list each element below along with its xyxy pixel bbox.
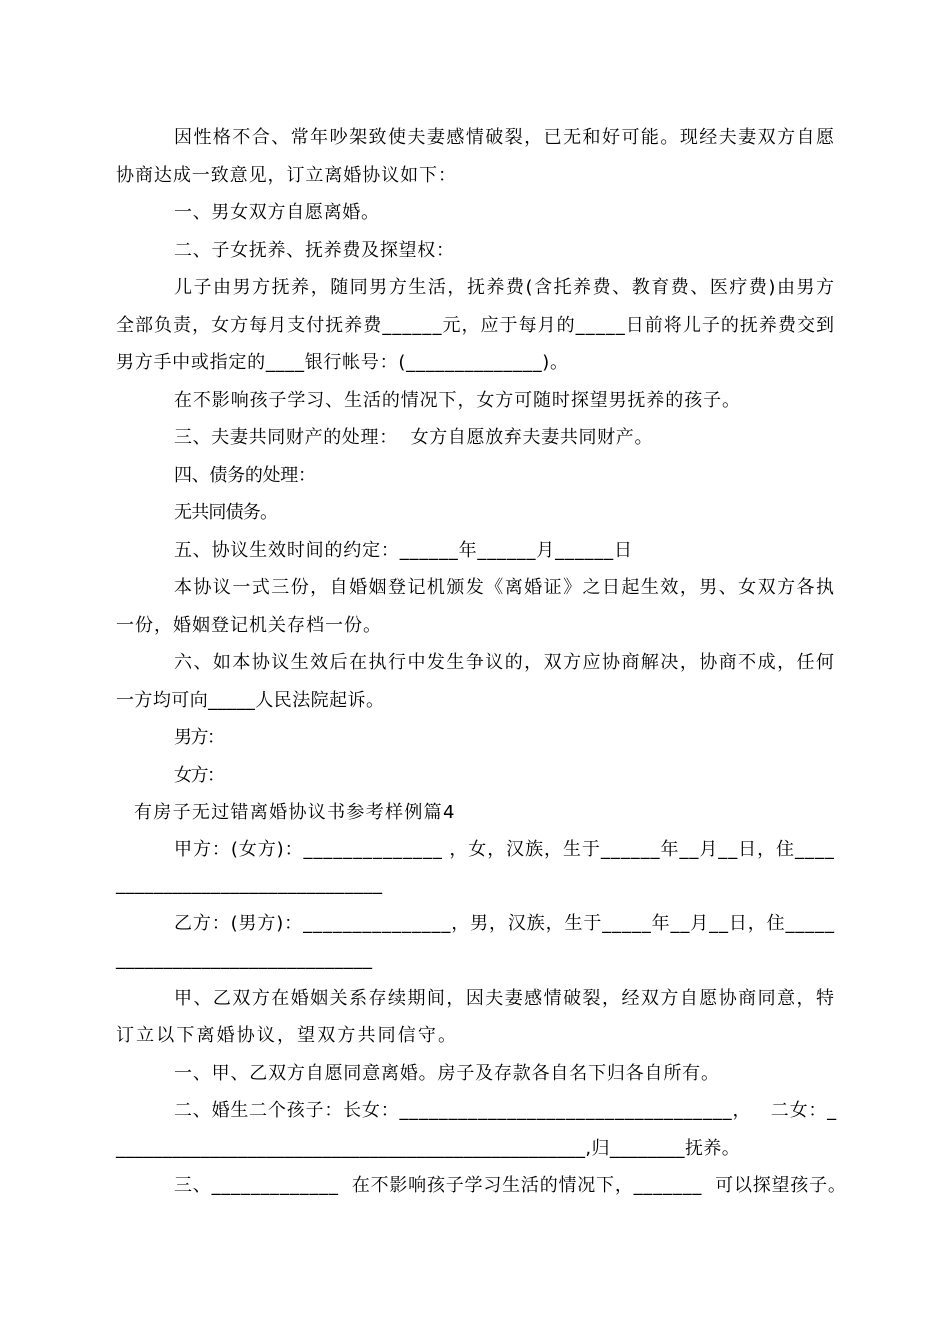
clause-a3: 三、_____________ 在不影响孩子学习生活的情况下，_______ 可以探望孩子。: [174, 1175, 847, 1196]
signature-female: 女方：: [174, 765, 224, 786]
paragraph-line: 在不影响孩子学习、生活的情况下，女方可随时探望男抚养的孩子。: [174, 390, 741, 411]
clause-4-heading: 四、债务的处理：: [174, 465, 316, 486]
clause-2-heading: 二、子女抚养、抚养费及探望权：: [174, 240, 455, 261]
paragraph-line: 无共同债务。: [174, 502, 278, 523]
paragraph-line: 男方手中或指定的____银行帐号：(______________)。: [116, 352, 569, 373]
paragraph-line: 协商达成一致意见，订立离婚协议如下：: [116, 165, 457, 186]
paragraph-line: 一份，婚姻登记机关存档一份。: [116, 615, 382, 636]
party-b-line: 乙方：(男方)：_______________，男，汉族，生于_____年__月__日，住_____: [174, 913, 835, 934]
blank-line: ____________________________: [116, 874, 383, 895]
clause-1: 一、男女双方自愿离婚。: [174, 202, 380, 223]
clause-a1: 一、甲、乙双方自愿同意离婚。房子及存款各自名下归各自所有。: [174, 1063, 720, 1084]
signature-male: 男方：: [174, 727, 224, 748]
party-a-line: 甲方：(女方)：______________ ，女，汉族，生于______年__月__日，住____: [174, 839, 835, 860]
paragraph-line: 一方均可向_____人民法院起诉。: [116, 690, 385, 711]
paragraph-line: __________________________________________________,归________抚养。: [116, 1138, 741, 1159]
paragraph-line: 甲、乙双方在婚姻关系存续期间，因夫妻感情破裂，经双方自愿协商同意，特: [174, 988, 836, 1009]
clause-5: 五、协议生效时间的约定：______年______月______日: [174, 540, 633, 561]
clause-6: 六、如本协议生效后在执行中发生争议的，双方应协商解决，协商不成，任何: [174, 652, 836, 673]
blank-line: ___________________________: [116, 949, 373, 970]
section-heading: 有房子无过错离婚协议书参考样例篇4: [134, 802, 456, 823]
paragraph-line: 因性格不合、常年吵架致使夫妻感情破裂，已无和好可能。现经夫妻双方自愿: [174, 127, 836, 148]
paragraph-line: 本协议一式三份，自婚姻登记机颁发《离婚证》之日起生效，男、女双方各执: [174, 577, 836, 598]
clause-3: 三、夫妻共同财产的处理： 女方自愿放弃夫妻共同财产。: [174, 427, 654, 448]
paragraph-line: 儿子由男方抚养，随同男方生活，抚养费(含托养费、教育费、医疗费)由男方: [174, 277, 836, 298]
paragraph-line: 订立以下离婚协议，望双方共同信守。: [116, 1025, 459, 1046]
clause-a2: 二、婚生二个孩子：长女：__________________________________， 二女：_: [174, 1100, 837, 1121]
paragraph-line: 全部负责，女方每月支付抚养费______元，应于每月的_____日前将儿子的抚养费交到: [116, 315, 836, 336]
